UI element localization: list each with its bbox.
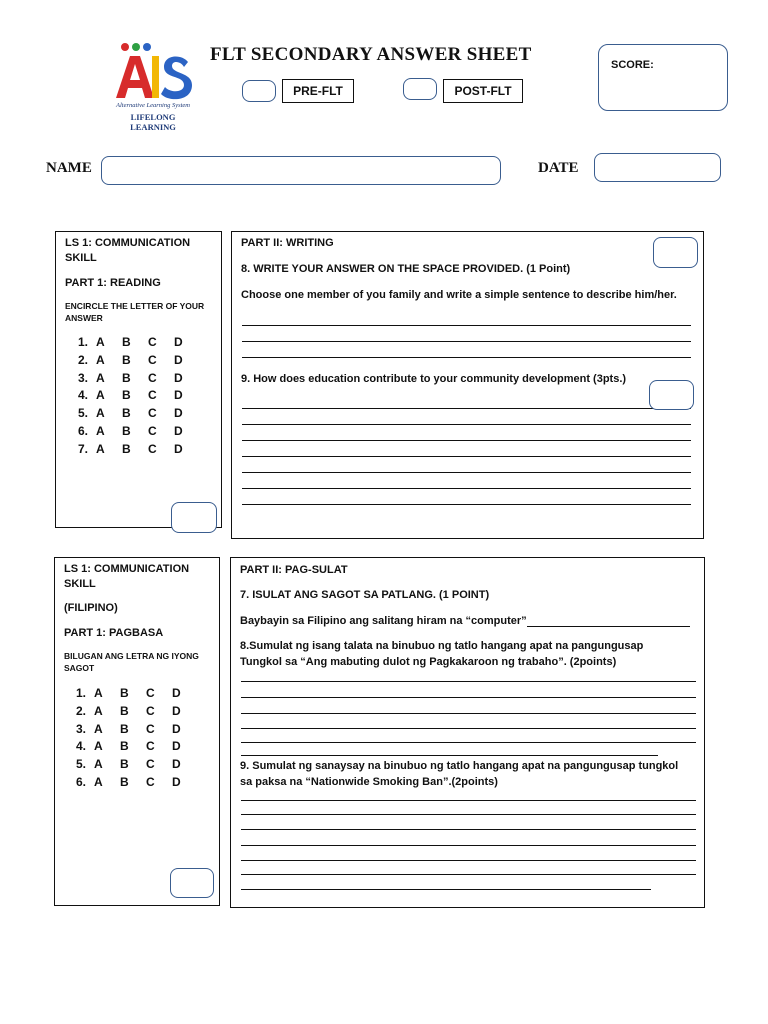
page-title: FLT SECONDARY ANSWER SHEET [210,44,532,65]
answer-line[interactable] [241,697,696,698]
pagsulat-panel [230,557,705,908]
pagbasa-part-title: PART 1: PAGBASA [64,627,164,639]
option-d[interactable]: D [172,757,181,771]
answer-row: 1. A B C D [62,684,198,702]
answer-row: 5. A B C D [64,404,200,422]
pagsulat-question-7: 7. ISULAT ANG SAGOT SA PATLANG. (1 POINT) [240,589,490,601]
answer-row: 2. A B C D [62,702,198,720]
option-d[interactable]: D [174,353,183,367]
reading-score-box[interactable] [171,502,217,533]
option-a[interactable]: A [94,775,103,789]
option-b[interactable]: B [120,722,129,736]
answer-row: 4. A B C D [62,737,198,755]
option-b[interactable]: B [122,424,131,438]
als-logo-graphic [108,42,198,102]
option-d[interactable]: D [172,704,181,718]
writing-question-8-prompt: Choose one member of you family and write a simple sentence to describe him/her. [241,289,677,301]
option-c[interactable]: C [148,442,157,456]
answer-row: 3. A B C D [64,369,200,387]
als-logo [108,42,198,132]
option-a[interactable]: A [96,371,105,385]
pagbasa-score-box[interactable] [170,868,214,898]
answer-line[interactable] [241,829,696,830]
date-label: DATE [538,160,579,176]
answer-line[interactable] [242,357,691,358]
name-field[interactable] [101,156,501,185]
writing-q8-score-box[interactable] [653,237,698,268]
answer-line[interactable] [242,472,691,473]
option-c[interactable]: C [148,353,157,367]
option-a[interactable]: A [94,722,103,736]
pagsulat-question-7-prompt: Baybayin sa Filipino ang salitang hiram na “computer” [240,615,527,627]
option-b[interactable]: B [122,388,131,402]
answer-row: 4. A B C D [64,386,200,404]
option-d[interactable]: D [174,442,183,456]
answer-line[interactable] [241,845,696,846]
option-c[interactable]: C [148,388,157,402]
option-b[interactable]: B [122,371,131,385]
option-a[interactable]: A [96,388,105,402]
answer-line[interactable] [242,408,691,409]
writing-panel [231,231,704,539]
answer-line[interactable] [241,755,658,756]
answer-line[interactable] [242,488,691,489]
option-c[interactable]: C [148,424,157,438]
writing-q9-score-box[interactable] [649,380,694,410]
option-c[interactable]: C [148,371,157,385]
option-a[interactable]: A [94,686,103,700]
name-label: NAME [46,160,92,176]
answer-row: 3. A B C D [62,720,198,738]
writing-part-title: PART II: WRITING [241,237,334,249]
option-d[interactable]: D [172,775,181,789]
answer-line[interactable] [242,341,691,342]
answer-row: 1. A B C D [64,333,200,351]
option-c[interactable]: C [146,757,155,771]
logo-tagline: LIFELONG LEARNING [130,112,176,132]
reading-panel [55,231,222,528]
answer-line[interactable] [241,728,696,729]
answer-line[interactable] [241,874,696,875]
option-c[interactable]: C [146,704,155,718]
score-box[interactable] [598,44,728,111]
option-c[interactable]: C [146,686,155,700]
option-a[interactable]: A [94,704,103,718]
answer-line[interactable] [241,814,696,815]
answer-line[interactable] [242,440,691,441]
answer-line[interactable] [241,681,696,682]
option-d[interactable]: D [174,406,183,420]
pagsulat-question-8-line2: Tungkol sa “Ang mabuting dulot ng Pagkakaroon ng trabaho”. (2points) [240,656,617,668]
option-d[interactable]: D [174,424,183,438]
option-c[interactable]: C [146,775,155,789]
pagbasa-instruction: BILUGAN ANG LETRA NG IYONG SAGOT [64,651,199,673]
option-a[interactable]: A [96,335,105,349]
option-b[interactable]: B [120,757,129,771]
writing-question-8: 8. WRITE YOUR ANSWER ON THE SPACE PROVIDED. (1 Point) [241,263,571,275]
pagsulat-question-9-line1: 9. Sumulat ng sanaysay na binubuo ng tatlo hangang apat na pangungusap tungkol [240,760,679,772]
pagbasa-language: (FILIPINO) [64,602,118,614]
logo-subtitle: Alternative Learning System [115,102,190,109]
answer-line[interactable] [241,800,696,801]
option-d[interactable]: D [174,371,183,385]
option-b[interactable]: B [122,335,131,349]
pagsulat-question-9-line2: sa paksa na “Nationwide Smoking Ban”.(2points) [240,776,498,788]
answer-row: 6. A B C D [64,422,200,440]
option-a[interactable]: A [94,739,103,753]
score-label: SCORE: [611,59,654,71]
answer-line[interactable] [242,504,691,505]
pre-flt-checkbox[interactable] [242,80,276,102]
reading-instruction: ENCIRCLE THE LETTER OF YOUR ANSWER [65,301,205,323]
option-b[interactable]: B [120,686,129,700]
option-b[interactable]: B [122,442,131,456]
answer-line[interactable] [241,889,651,890]
answer-line[interactable] [242,456,691,457]
date-field[interactable] [594,153,721,182]
answer-line[interactable] [242,424,691,425]
option-d[interactable]: D [172,739,181,753]
answer-line[interactable] [242,325,691,326]
writing-question-9: 9. How does education contribute to your community development (3pts.) [241,373,627,385]
option-d[interactable]: D [172,722,181,736]
option-c[interactable]: C [148,335,157,349]
option-c[interactable]: C [146,722,155,736]
pre-flt-label: PRE-FLT [282,79,354,103]
option-a[interactable]: A [96,353,105,367]
answer-line[interactable] [241,860,696,861]
option-d[interactable]: D [174,335,183,349]
option-d[interactable]: D [174,388,183,402]
option-c[interactable]: C [148,406,157,420]
answer-row: 6. A B C D [62,773,198,791]
pagsulat-part-title: PART II: PAG-SULAT [240,564,348,576]
answer-row: 5. A B C D [62,755,198,773]
post-flt-checkbox[interactable] [403,78,437,100]
answer-row: 7. A B C D [64,440,200,458]
pagbasa-section-title: LS 1: COMMUNICATION SKILL [64,563,190,590]
option-b[interactable]: B [122,353,131,367]
option-b[interactable]: B [120,775,129,789]
pagsulat-question-8-line1: 8.Sumulat ng isang talata na binubuo ng tatlo hangang apat na pangungusap [240,640,644,652]
answer-line[interactable] [527,626,690,627]
reading-part-title: PART 1: READING [65,277,161,289]
reading-section-title: LS 1: COMMUNICATION SKILL [65,237,191,264]
answer-row: 2. A B C D [64,351,200,369]
option-c[interactable]: C [146,739,155,753]
option-d[interactable]: D [172,686,181,700]
option-b[interactable]: B [120,704,129,718]
option-a[interactable]: A [96,442,105,456]
option-a[interactable]: A [96,424,105,438]
option-b[interactable]: B [122,406,131,420]
answer-line[interactable] [241,713,696,714]
option-b[interactable]: B [120,739,129,753]
option-a[interactable]: A [96,406,105,420]
option-a[interactable]: A [94,757,103,771]
pagbasa-panel [54,557,220,906]
post-flt-label: POST-FLT [443,79,523,103]
answer-line[interactable] [241,742,696,743]
